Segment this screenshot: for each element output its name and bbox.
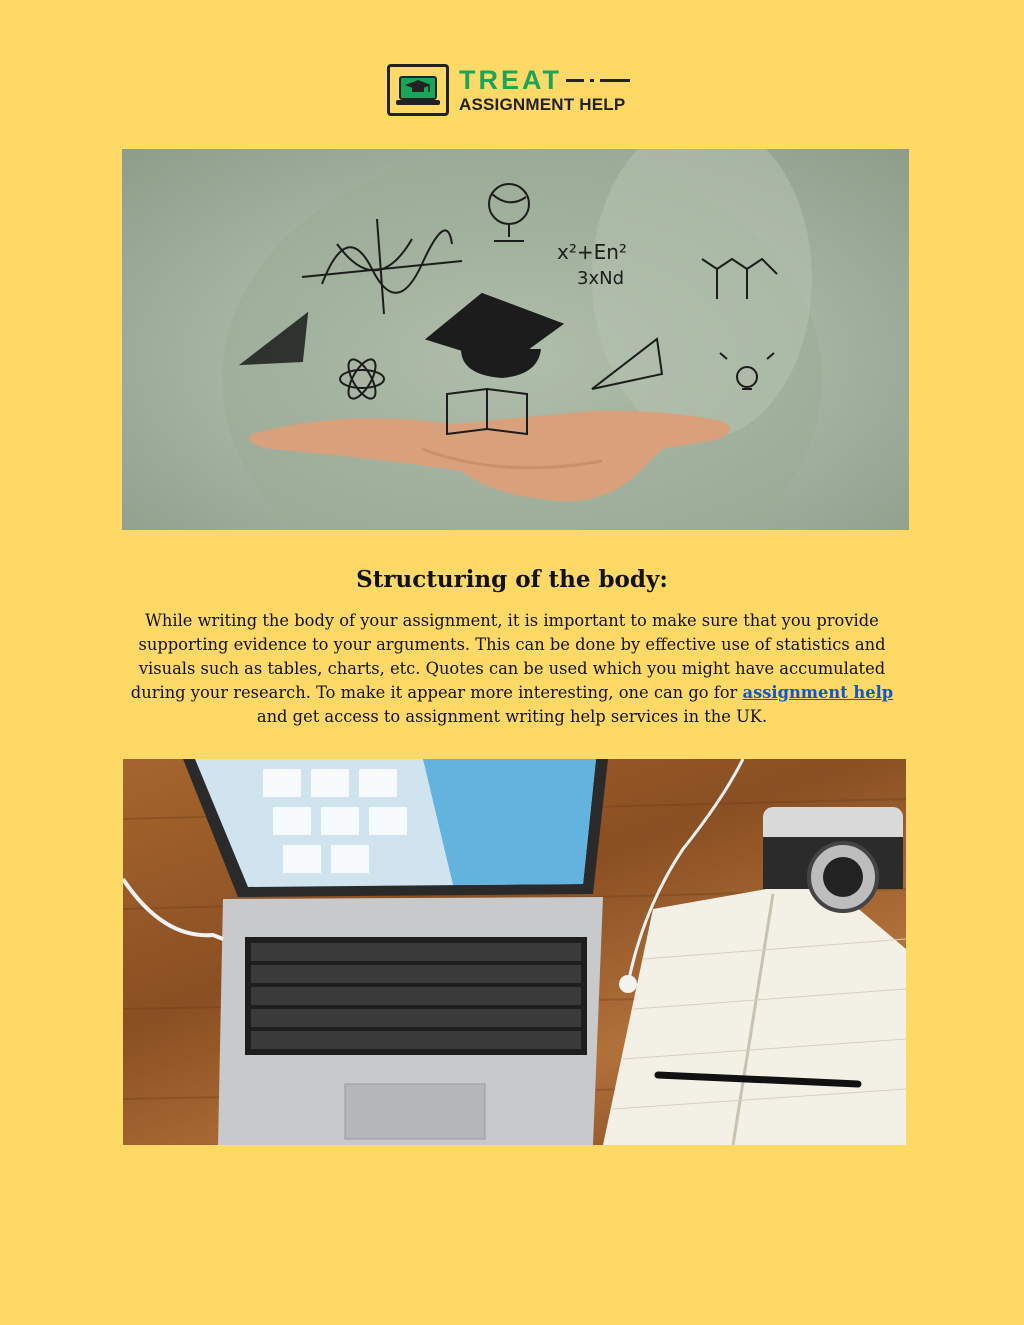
logo-decoration	[566, 79, 630, 82]
brand-logo[interactable]	[387, 62, 643, 118]
paragraph-text-before-link: While writing the body of your assignment, it is important to make sure that you provide supporting evidence to your arguments. This can be done by effective use of statistics and visuals such as tables, charts, etc. Quotes can be used which you might have accumulated during your research. To make it appear more interesting, one can go for	[130, 611, 886, 702]
assignment-help-link[interactable]: assignment help	[742, 683, 894, 702]
logo-tagline: ASSIGNMENT HELP	[459, 95, 626, 114]
section-heading: Structuring of the body:	[356, 566, 668, 593]
logo-brand: TREAT	[459, 65, 562, 95]
laptop-notebook-camera-desk-image	[123, 759, 906, 1145]
paragraph-text-after-link: and get access to assignment writing help services in the UK.	[256, 707, 768, 726]
svg-text:x²+En²: x²+En²	[557, 240, 627, 264]
section-paragraph	[118, 609, 906, 729]
graduation-cap-laptop-icon	[387, 64, 449, 116]
svg-text:3xNd: 3xNd	[577, 268, 624, 289]
hand-with-education-doodles-image	[122, 149, 909, 530]
